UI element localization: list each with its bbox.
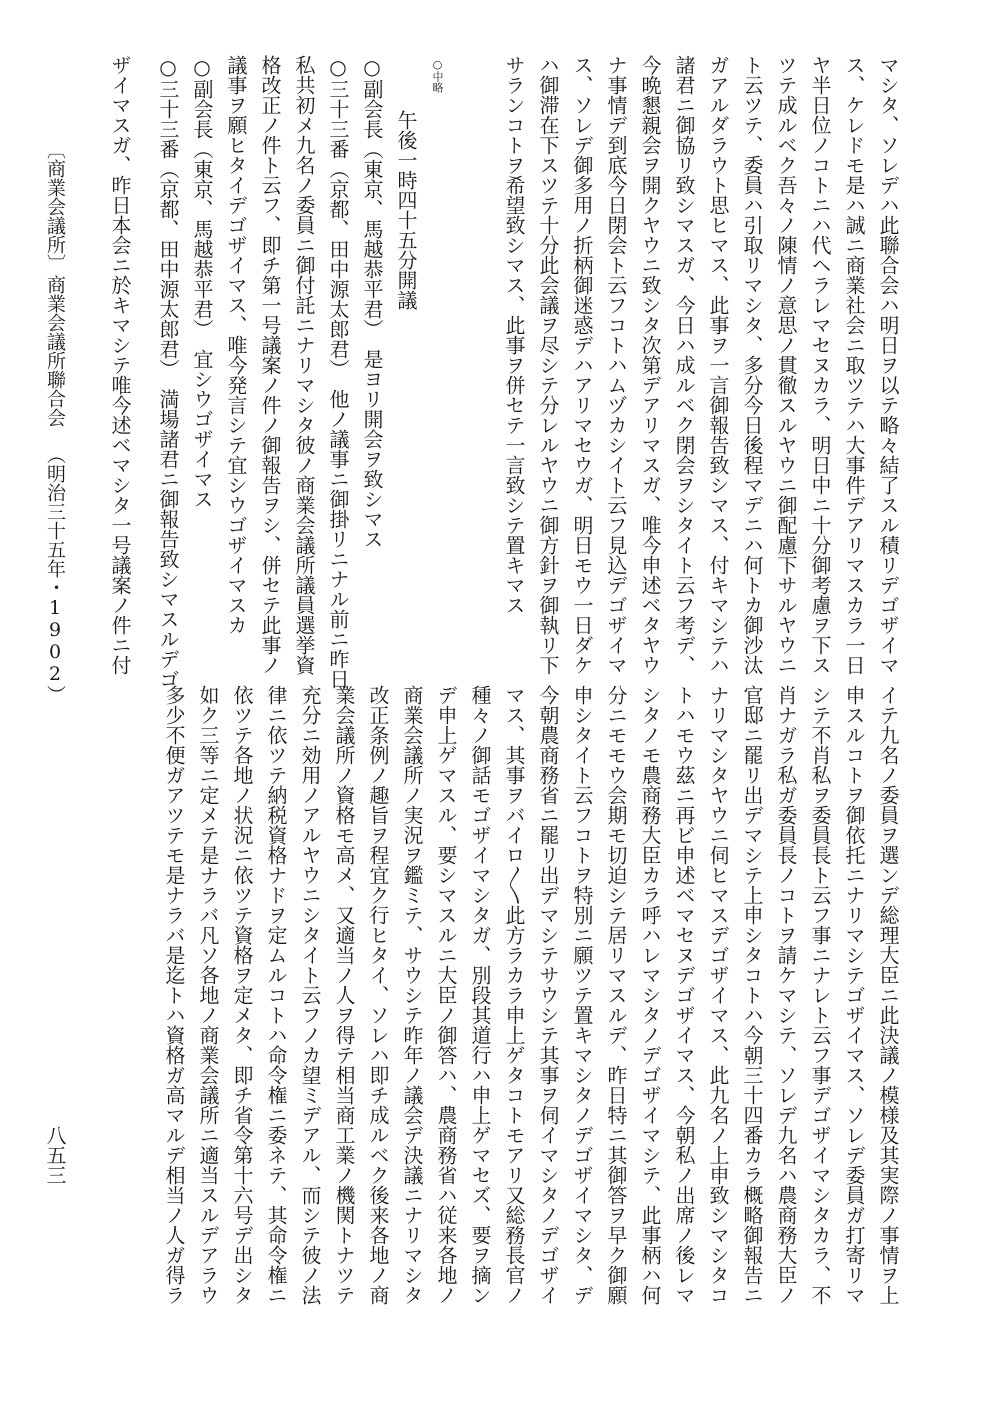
text-column: 諸君ニ御協リ致シマスガ、今日ハ成ルベク閉会ヲシタイト云フ考デ、: [672, 55, 696, 675]
page-number: 八五三: [43, 1125, 67, 1185]
text-column: 議事ヲ願ヒタイデゴザイマス、唯今発言シテ宜シウゴザイマスカ: [224, 55, 248, 635]
text-column: マシタ、ソレデハ此聯合会ハ明日ヲ以テ略々結了スル積リデゴザイマ: [876, 55, 900, 675]
text-column: ザイマスガ、昨日本会ニ於キマシテ唯今述ベマシタ一号議案ノ件ニ付: [108, 55, 132, 675]
text-column: 業会議所ノ資格モ高メ、又適当ノ人ヲ得テ相当商工業ノ機関トナツテ: [332, 685, 356, 1305]
text-column: シテ不肖私ヲ委員長ト云フ事ニナレト云フ事デゴザイマシタカラ、不: [808, 685, 832, 1305]
text-column: 商業会議所ノ実況ヲ鑑ミテ、サウシテ昨年ノ議会デ決議ニナリマシタ: [400, 685, 424, 1305]
text-column: 格改正ノ件ト云フ、即チ第一号議案ノ件ノ御報告ヲシ、併セテ此事ノ: [258, 55, 282, 675]
text-column: 官邸ニ罷リ出デマシテ上申シタコトハ今朝三十四番カラ概略御報告ニ: [740, 685, 764, 1305]
running-header-tag: 〔商業会議所〕: [44, 140, 66, 273]
text-column: 依ツテ各地ノ状況ニ依ツテ資格ヲ定メタ、即チ省令第十六号デ出シタ: [230, 685, 254, 1305]
text-column: 多少不便ガアツテモ是ナラバ是迄トハ資格ガ高マルデ相当ノ人ガ得ラ: [162, 685, 186, 1305]
text-column: 肖ナガラ私ガ委員長ノコトヲ請ケマシテ、ソレデ九名ハ農商務大臣ノ: [774, 685, 798, 1305]
text-column: ナ事情デ到底今日閉会ト云フコトハムヅカシイト云フ見込デゴザイマ: [604, 55, 628, 675]
text-column: ス、ケレドモ是ハ誠ニ商業社会ニ取ツテハ大事件デアリマスカラ一日: [842, 55, 866, 675]
session-time: 午後一時四十五分開議: [394, 110, 418, 310]
text-column: 充分ニ効用ノアルヤウニシタイト云フノカ望ミデアル、而シテ彼ノ法: [298, 685, 322, 1305]
speaker-line: ○三十三番（京都、田中源太郎君） 満場諸君ニ御報告致シマスルデゴ: [156, 55, 180, 689]
text-column: 改正条例ノ趣旨ヲ程宜ク行ヒタイ、ソレハ即チ成ルベク後来各地ノ商: [366, 685, 390, 1305]
text-column: シタノモ農商務大臣カラ呼ハレマシタノデゴザイマシテ、此事柄ハ何: [638, 685, 662, 1305]
speaker-line: ○三十三番（京都、田中源太郎君） 他ノ議事ニ御掛リニナル前ニ昨日: [326, 55, 350, 689]
text-column: ト云ツテ、委員ハ引取リマシタ、多分今日後程マデニハ何トカ御沙汰: [740, 55, 764, 675]
text-column: 申シタイト云フコトヲ特別ニ願ツテ置キマシタノデゴザイマシタ、デ: [570, 685, 594, 1305]
text-column: 如ク三等ニ定メテ是ナラバ凡ソ各地ノ商業会議所ニ適当スルデアラウ: [196, 685, 220, 1305]
speaker-line: ○副会長（東京、馬越恭平君） 宜シウゴザイマス: [190, 55, 214, 509]
text-column: 今朝農商務省ニ罷リ出デマシテサウシテ其事ヲ伺イマシタノデゴザイ: [536, 685, 560, 1305]
speaker-line: ○副会長（東京、馬越恭平君） 是ヨリ開会ヲ致シマス: [360, 55, 384, 549]
text-column: 今晩懇親会ヲ開クヤウニ致シタ次第デアリマスガ、唯今申述ベタヤウ: [638, 55, 662, 675]
text-column: 種々ノ御話モゴザイマシタガ、別段其道行ハ申上ゲマセズ、要ヲ摘ン: [468, 685, 492, 1305]
text-column: マス、其事ヲバイロ〳〵此方ラカラ申上ゲタコトモアリ又総務長官ノ: [502, 685, 526, 1305]
text-column: サランコトヲ希望致シマス、此事ヲ併セテ一言致シテ置キマス: [502, 55, 526, 615]
text-column: イテ九名ノ委員ヲ選ンデ総理大臣ニ此決議ノ模様及其実際ノ事情ヲ上: [876, 685, 900, 1305]
running-header-title: 商業会議所聯合会: [44, 275, 66, 427]
text-column: デ申上ゲマスル、要シマスルニ大臣ノ御答ハ、農商務省ハ従来各地ノ: [434, 685, 458, 1305]
text-column: トハモウ茲ニ再ビ申述ベマセヌデゴザイマス、今朝私ノ出席ノ後レマ: [672, 685, 696, 1305]
text-column: ハ御滞在下スツテ十分此会議ヲ尽シテ分レルヤウニ御方針ヲ御執リ下: [536, 55, 560, 675]
text-column: 分ニモモウ会期モ切迫シテ居リマスルデ、昨日特ニ其御答ヲ早ク御願: [604, 685, 628, 1305]
text-column: 律ニ依ツテ納税資格ナドヲ定ムルコトハ命令権ニ委ネテ、其命令権ニ: [264, 685, 288, 1305]
text-column: 申スルコトヲ御依托ニナリマシテゴザイマス、ソレデ委員ガ打寄リマ: [842, 685, 866, 1305]
running-header-year: （明治三十五年・1902）: [44, 445, 66, 704]
text-column: ヤ半日位ノコトニハ代ヘラレマセヌカラ、明日中ニ十分御考慮ヲ下ス: [808, 55, 832, 675]
text-column: ガアルダラウト思ヒマス、此事ヲ一言御報告致シマス、付キマシテハ: [706, 55, 730, 675]
text-column: 私共初メ九名ノ委員ニ御付託ニナリマシタ彼ノ商業会議所議員選挙資: [292, 55, 316, 675]
omission-mark: ○中略: [431, 58, 444, 93]
text-column: ツテ成ルベク吾々ノ陳情ノ意思ノ貫徹スルヤウニ御配慮下サルヤウニ: [774, 55, 798, 675]
text-column: ナリマシタヤウニ伺ヒマスデゴザイマス、此九名ノ上申致シマシタコ: [706, 685, 730, 1305]
text-column: ス、ソレデ御多用ノ折柄御迷惑デハアリマセウガ、明日モウ一日ダケ: [570, 55, 594, 675]
